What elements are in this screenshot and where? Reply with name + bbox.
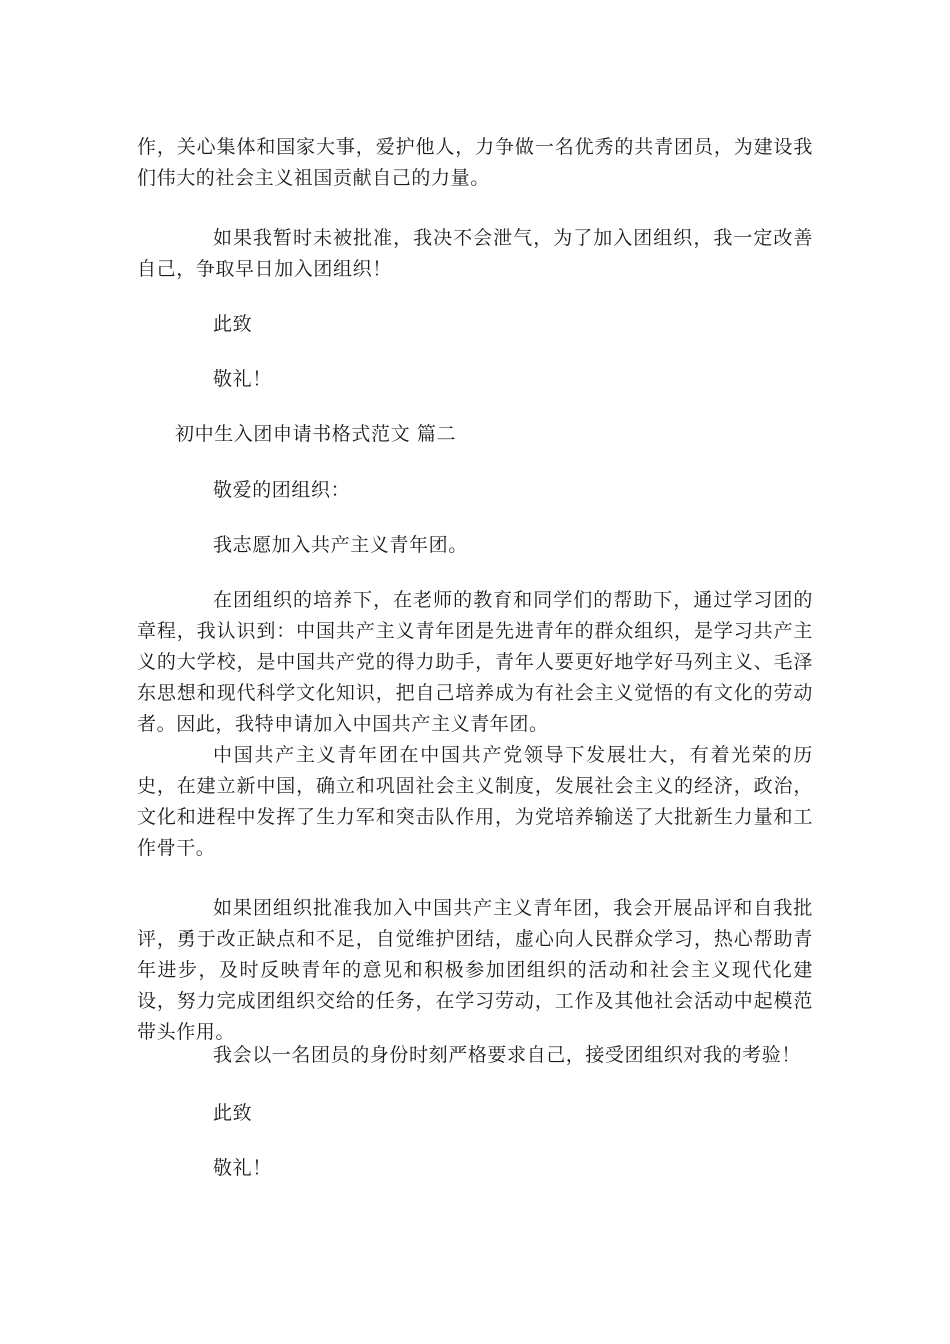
paragraph-continuation: 作，关心集体和国家大事，爱护他人，力争做一名优秀的共青团员，为建设我们伟大的社会主义祖国贡献自己的力量。 bbox=[137, 136, 813, 189]
paragraph-if-not-approved: 如果我暂时未被批准，我决不会泄气，为了加入团组织，我一定改善自己，争取早日加入团组织！ bbox=[137, 227, 813, 280]
closing-cizhi-1: 此致 bbox=[213, 313, 253, 335]
paragraph-history: 中国共产主义青年团在中国共产党领导下发展壮大，有着光荣的历史，在建立新中国，确立和巩固社会主义制度，发展社会主义的经济，政治，文化和进程中发挥了生力军和突击队作用，为党培养输送了大批新生力量和工作骨干。 bbox=[137, 744, 813, 859]
closing-jingli-2: 敬礼！ bbox=[213, 1157, 272, 1179]
closing-cizhi-2: 此致 bbox=[213, 1102, 253, 1124]
section-title: 初中生入团申请书格式范文 篇二 bbox=[175, 423, 457, 445]
paragraph-commitment: 我会以一名团员的身份时刻严格要求自己，接受团组织对我的考验！ bbox=[213, 1044, 802, 1066]
salutation: 敬爱的团组织： bbox=[213, 479, 351, 501]
paragraph-wish: 我志愿加入共产主义青年团。 bbox=[213, 534, 468, 556]
paragraph-understanding: 在团组织的培养下，在老师的教育和同学们的帮助下，通过学习团的章程，我认识到：中国共产主义青年团是先进青年的群众组织，是学习共产主义的大学校，是中国共产党的得力助手，青年人要更好地学好马列主义、毛泽东思想和现代科学文化知识，把自己培养成为有社会主义觉悟的有文化的劳动者。因此，我特申请加入中国共产主义青年团。 bbox=[137, 589, 813, 735]
paragraph-if-approved: 如果团组织批准我加入中国共产主义青年团，我会开展品评和自我批评，勇于改正缺点和不足，自觉维护团结，虚心向人民群众学习，热心帮助青年进步，及时反映青年的意见和积极参加团组织的活动和社会主义现代化建设，努力完成团组织交给的任务，在学习劳动，工作及其他社会活动中起模范带头作用。 bbox=[137, 897, 813, 1043]
closing-jingli-1: 敬礼！ bbox=[213, 368, 272, 390]
